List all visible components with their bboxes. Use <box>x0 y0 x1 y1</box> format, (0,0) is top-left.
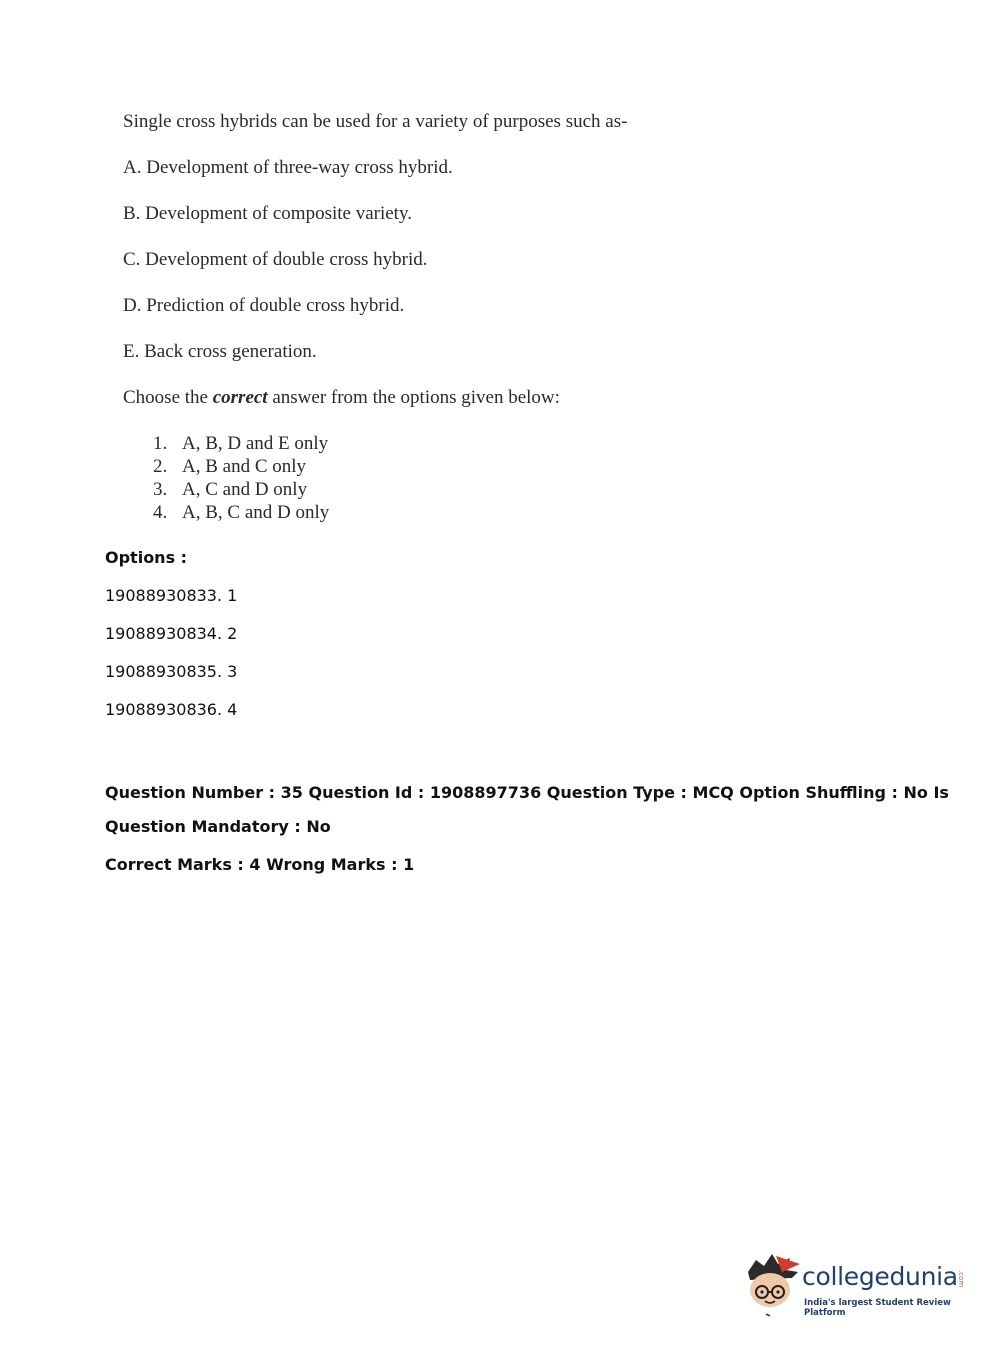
choice-3 <box>153 479 307 501</box>
choice-text: A, B, D and E only <box>182 433 329 454</box>
instruction <box>123 387 560 409</box>
options-heading: Options : <box>105 548 188 567</box>
choice-number: 1. <box>153 433 168 454</box>
statement-e: E. Back cross generation. <box>123 341 317 362</box>
statement-a: A. Development of three-way cross hybrid. <box>123 157 453 178</box>
collegedunia-logo <box>742 1250 972 1320</box>
option-item-3: 19088930835. 3 <box>105 662 238 681</box>
logo-tagline: India's largest Student Review Platform <box>804 1298 951 1318</box>
option-item-4: 19088930836. 4 <box>105 700 238 719</box>
instruction-pre: Choose the <box>123 387 213 408</box>
choice-number: 4. <box>153 502 168 523</box>
choice-number: 3. <box>153 479 168 500</box>
choice-4 <box>153 502 329 524</box>
logo-wordmark: collegedunia <box>802 1262 958 1291</box>
question-meta-line2: Question Mandatory : No <box>105 817 331 836</box>
option-item-2: 19088930834. 2 <box>105 624 238 643</box>
statement-b: B. Development of composite variety. <box>123 203 412 224</box>
question-meta-line3: Correct Marks : 4 Wrong Marks : 1 <box>105 855 415 874</box>
statement-d: D. Prediction of double cross hybrid. <box>123 295 405 316</box>
choice-text: A, B, C and D only <box>182 502 330 523</box>
statement-c: C. Development of double cross hybrid. <box>123 249 428 270</box>
logo-com: .com <box>957 1270 965 1288</box>
mascot-icon <box>742 1250 802 1320</box>
question-stem: Single cross hybrids can be used for a variety of purposes such as- <box>123 111 628 132</box>
option-item-1: 19088930833. 1 <box>105 586 238 605</box>
choice-2 <box>153 456 306 478</box>
choice-text: A, C and D only <box>182 479 308 500</box>
choice-number: 2. <box>153 456 168 477</box>
choice-1 <box>153 433 328 455</box>
instruction-post: answer from the options given below: <box>267 387 560 408</box>
choice-text: A, B and C only <box>182 456 307 477</box>
question-meta-line1: Question Number : 35 Question Id : 1908897736 Question Type : MCQ Option Shuffling : No Is <box>105 783 949 802</box>
instruction-emphasis: correct <box>212 387 268 408</box>
